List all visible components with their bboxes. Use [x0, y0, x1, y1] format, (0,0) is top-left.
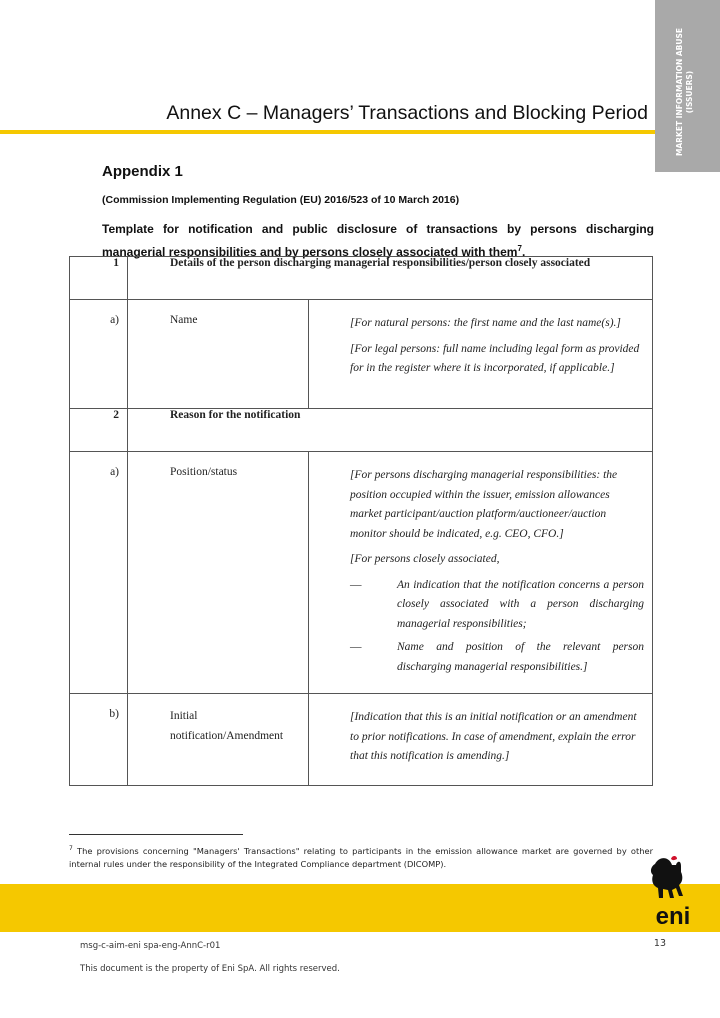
notification-template-table: [69, 256, 653, 786]
row-letter: a): [70, 300, 128, 409]
list-item: [350, 576, 644, 635]
page-number: 13: [653, 938, 666, 949]
list-item-text: An indication that the notification concerns a person closely associated with a person discharging managerial responsibilities;: [397, 578, 645, 630]
section-2-header-row: [70, 409, 653, 452]
logo-wordmark: eni: [655, 903, 691, 930]
six-legged-dog-icon: [651, 856, 683, 898]
copyright-notice: This document is the property of Eni SpA. All rights reserved.: [80, 964, 340, 974]
field-label-line-1: Initial: [170, 710, 198, 722]
page-title: Annex C – Managers’ Transactions and Blocking Period: [166, 102, 648, 124]
appendix-title: Appendix 1: [102, 163, 183, 180]
field-label-line-2: notification/Amendment: [170, 729, 284, 742]
footnote-text: The provisions concerning "Managers' Transactions" relating to participants in the emission allowance market are governed by other internal rules under the responsibility of the Integrated Compliance department (DICOMP).: [69, 845, 654, 869]
side-tab-line-1: MARKET INFORMATION ABUSE: [675, 27, 684, 157]
description-paragraph: [Indication that this is an initial notification or an amendment to prior notifications. In case of amendment, explain the error that this notification is amending.]: [350, 711, 637, 762]
field-description: [309, 300, 653, 409]
footnote-number: 7: [69, 845, 73, 852]
field-label: [128, 694, 309, 786]
footnote-divider: [69, 834, 243, 835]
table-row-position: [70, 452, 653, 694]
description-paragraph: [For persons discharging managerial responsibilities: the position occupied within the issuer, emission allowances market participant/auction platform/auctioneer/auction monitor should be indicated, e.g. CEO, CFO.]: [350, 469, 618, 540]
table-row-name: [70, 300, 653, 409]
description-paragraph: [For natural persons: the first name and the last name(s).]: [350, 317, 621, 329]
section-number: 1: [70, 257, 128, 300]
field-label: Position/status: [128, 452, 309, 694]
side-tab-label: [675, 7, 695, 177]
field-description: [309, 694, 653, 786]
footnote-reference: 7: [517, 244, 522, 253]
side-tab-line-2: (ISSUERS): [685, 70, 694, 114]
description-paragraph: [For legal persons: full name including legal form as provided for in the register where it is incorporated, if applicable.]: [350, 342, 640, 374]
regulation-reference: (Commission Implementing Regulation (EU) 2016/523 of 10 March 2016): [102, 194, 460, 206]
template-description-end: .: [521, 245, 526, 259]
section-1-header-row: [70, 257, 653, 300]
template-description-text: Template for notification and public disclosure of transactions by persons discharging managerial responsibilities and by persons closely associated with them: [102, 222, 654, 259]
dash-bullet: —: [350, 641, 362, 653]
field-label: Name: [128, 300, 309, 409]
document-code: msg-c-aim-eni spa-eng-AnnC-r01: [80, 941, 221, 951]
eni-logo: [645, 856, 701, 934]
header-divider: [0, 130, 655, 134]
dash-bullet: —: [350, 578, 362, 591]
description-paragraph: [For persons closely associated,: [350, 553, 500, 565]
section-title: Details of the person discharging managerial responsibilities/person closely associated: [128, 257, 653, 300]
row-letter: b): [70, 694, 128, 786]
section-number: 2: [70, 409, 128, 452]
list-item: [350, 638, 644, 677]
list-item-text: Name and position of the relevant person discharging managerial responsibilities.]: [397, 641, 645, 673]
table-row-initial-notification: [70, 694, 653, 786]
footer-band: [0, 884, 720, 932]
row-letter: a): [70, 452, 128, 694]
field-description: [309, 452, 653, 694]
section-title: Reason for the notification: [128, 409, 653, 452]
footnote: [69, 842, 653, 871]
